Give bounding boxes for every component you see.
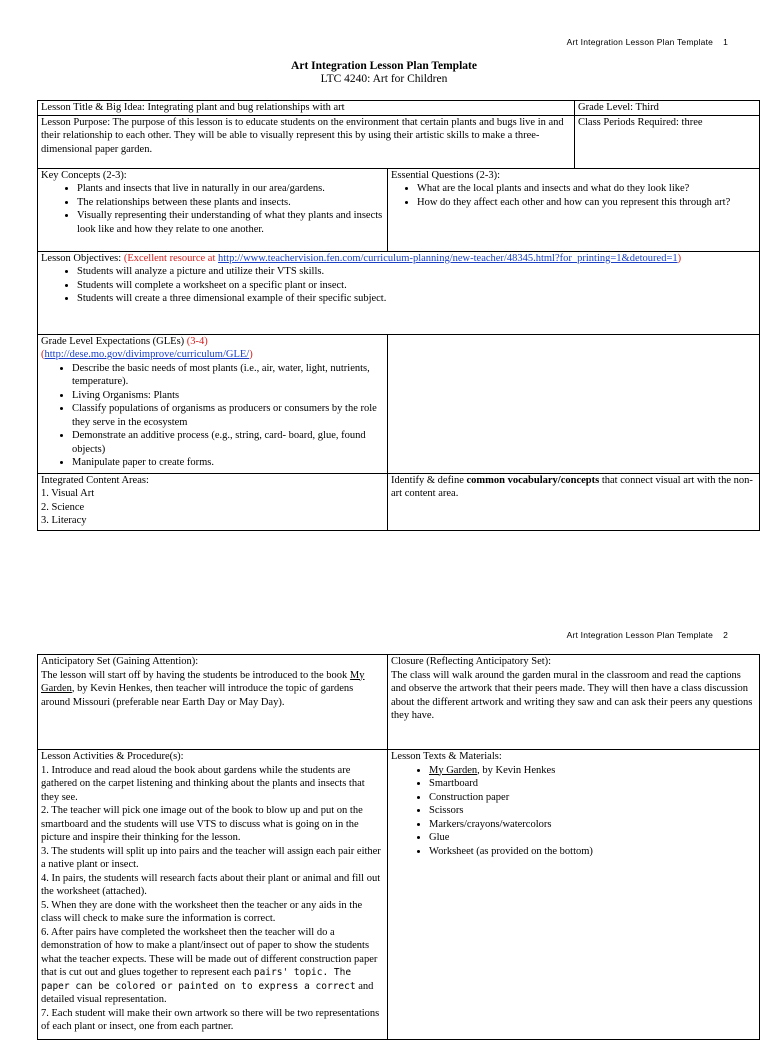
- list-item: • Students will complete a worksheet on a specific plant or insect.: [77, 279, 756, 293]
- gle-heading: Grade Level Expectations (GLEs): [41, 335, 187, 347]
- key-concepts-list: [41, 182, 384, 236]
- essential-questions-list: [391, 182, 756, 209]
- resource-close: ): [677, 252, 682, 264]
- step6-text: 6. After pairs have completed the worksheet then the teacher will do a demonstration of how to make a plant/insect out of paper to show the students what the teacher expects. These will be made out of different construction paper that is cut out and glues together to represent each: [41, 926, 378, 978]
- anticipatory-text: [41, 669, 384, 710]
- vocab-suffix: that connect visual art with the non-art content area.: [391, 474, 753, 499]
- list-item: • Worksheet (as provided on the bottom): [429, 845, 756, 859]
- running-header-title: Art Integration Lesson Plan Template: [566, 630, 714, 640]
- gle-heading-line: [41, 335, 384, 349]
- step6-end-text: and detailed visual representation.: [41, 980, 374, 1005]
- materials-book: My Garden: [429, 764, 478, 776]
- list-item: • Demonstrate an additive process (e.g., string, card- board, glue, found objects): [72, 429, 384, 456]
- book-title: My Garden: [41, 669, 365, 694]
- activity-step: 3. The students will split up into pairs and the teacher will assign each pair either a native plant or insect.: [41, 845, 381, 870]
- lesson-objectives-heading-line: [41, 252, 756, 266]
- anticipatory-heading: Anticipatory Set (Gaining Attention):: [41, 656, 199, 667]
- gle-empty-cell: [388, 334, 760, 473]
- list-item: [429, 764, 756, 778]
- list-item: • Classify populations of organisms as producers or consumers by the role they serve in the ecosystem: [72, 402, 384, 429]
- running-header: [567, 37, 728, 47]
- materials-heading: Lesson Texts & Materials:: [391, 751, 502, 762]
- gle-grades: (3-4): [186, 335, 208, 347]
- key-concepts-cell: [38, 168, 388, 251]
- document-subtitle: LTC 4240: Art for Children: [320, 73, 448, 85]
- list-item: • Markers/crayons/watercolors: [429, 818, 756, 832]
- vocabulary-cell: [388, 473, 760, 530]
- gle-url-open: (: [41, 349, 45, 360]
- class-periods-cell: Class Periods Required: three: [575, 115, 760, 168]
- page-number: 1: [723, 37, 728, 47]
- activity-step: 5. When they are done with the worksheet then the teacher or any aids in the class will check to make sure the information is correct.: [41, 899, 363, 924]
- gle-link[interactable]: http://dese.mo.gov/divimprove/curriculum/GLE/: [44, 349, 250, 360]
- page-number: 2: [723, 630, 728, 640]
- integrated-item: 1. Visual Art: [41, 488, 95, 499]
- activity-step: 1. Introduce and read aloud the book about gardens while the students are gathered on the carpet listening and thinking about the plants and insects that they see.: [41, 764, 365, 803]
- activity-step: 7. Each student will make their own artwork so there will be two representations of each plant or insect, one from each partner.: [41, 1007, 380, 1032]
- list-item: • How do they affect each other and how can you represent this through art?: [417, 196, 756, 210]
- running-header: [567, 630, 728, 640]
- anticipatory-set-cell: [38, 655, 388, 750]
- resource-note: (Excellent resource at: [123, 252, 218, 264]
- list-item: • What are the local plants and insects and what do they look like?: [417, 182, 756, 196]
- essential-questions-heading: Essential Questions (2-3):: [391, 169, 501, 181]
- lesson-objectives-cell: [38, 251, 760, 334]
- list-item: • Students will create a three dimensional example of their specific subject.: [77, 292, 756, 306]
- vocab-bold: common vocabulary/concepts: [466, 474, 600, 486]
- list-item: • Students will analyze a picture and utilize their VTS skills.: [77, 265, 756, 279]
- grade-level-cell: Grade Level: Third: [575, 101, 760, 116]
- closure-cell: [388, 655, 760, 750]
- lesson-title-cell: Lesson Title & Big Idea: Integrating plant and bug relationships with art: [38, 101, 575, 116]
- closure-text: The class will walk around the garden mural in the classroom and read the captions and observe the artwork that their peers made. They will then have a class discussion about the different artwork and writing they saw and can ask their peers any questions they have.: [391, 669, 753, 721]
- step6-mono-text: pairs' topic. The paper can be colored or painted on to express a correct: [41, 967, 356, 992]
- materials-cell: [388, 750, 760, 1040]
- materials-list: [391, 764, 756, 859]
- activities-cell: [38, 750, 388, 1040]
- activities-heading: Lesson Activities & Procedure(s):: [41, 751, 184, 762]
- activity-step: 4. In pairs, the students will research facts about their plant or animal and fill out the worksheet (attached).: [41, 872, 381, 897]
- gle-url-line: [41, 348, 384, 362]
- document-page-2: [0, 620, 768, 1032]
- list-item: • Plants and insects that live in naturally in our area/gardens.: [77, 182, 384, 196]
- objectives-list: [41, 265, 756, 306]
- list-item: • Manipulate paper to create forms.: [72, 456, 384, 470]
- activity-step: 2. The teacher will pick one image out of the book to blow up and put on the smartboard and the students will use VTS to discuss what is going on in the picture and inspire their thinking for the lesson.: [41, 805, 363, 843]
- document-title: Art Integration Lesson Plan Template: [291, 60, 477, 72]
- list-item: • Visually representing their understanding of what they plants and insects look like and how they relate to one another.: [77, 209, 384, 236]
- list-item: • Glue: [429, 831, 756, 845]
- integrated-item: 3. Literacy: [41, 515, 87, 526]
- list-item: • Smartboard: [429, 777, 756, 791]
- key-concepts-heading: Key Concepts (2-3):: [41, 169, 127, 181]
- lesson-plan-table-1: [37, 100, 760, 531]
- list-item: • The relationships between these plants and insects.: [77, 196, 384, 210]
- integrated-item: 2. Science: [41, 501, 85, 513]
- anticipatory-text-before: The lesson will start off by having the students be introduced to the book: [41, 669, 350, 681]
- gle-cell: [38, 334, 388, 473]
- lesson-purpose-cell: Lesson Purpose: The purpose of this lesson is to educate students on the environment that certain plants and bugs live in and their relationship to each other. They will be able to visually represent this by using their artistic skills to make a three-dimensional paper garden.: [38, 115, 575, 168]
- integrated-heading: Integrated Content Areas:: [41, 474, 149, 486]
- gle-list: [41, 362, 384, 470]
- list-item: • Scissors: [429, 804, 756, 818]
- anticipatory-text-after: , by Kevin Henkes, then teacher will introduce the topic of gardens around Missouri (preferable near Earth Day or May Day).: [41, 683, 354, 708]
- materials-book-author: , by Kevin Henkes: [477, 764, 556, 776]
- activity-step-6: [41, 926, 384, 1007]
- list-item: • Construction paper: [429, 791, 756, 805]
- lesson-plan-table-2: [37, 654, 760, 1040]
- list-item: • Living Organisms: Plants: [72, 389, 384, 403]
- essential-questions-cell: [388, 168, 760, 251]
- resource-link[interactable]: http://www.teachervision.fen.com/curriculum-planning/new-teacher/48345.html?for_printing=1&detoured=1: [218, 252, 678, 264]
- integrated-content-cell: [38, 473, 388, 530]
- running-header-title: Art Integration Lesson Plan Template: [566, 37, 714, 47]
- closure-heading: Closure (Reflecting Anticipatory Set):: [391, 656, 552, 667]
- vocab-prefix: Identify & define: [391, 474, 467, 486]
- objectives-heading: Lesson Objectives:: [41, 252, 124, 264]
- gle-url-close: ): [249, 349, 253, 360]
- list-item: • Describe the basic needs of most plants (i.e., air, water, light, nutrients, temperature).: [72, 362, 384, 389]
